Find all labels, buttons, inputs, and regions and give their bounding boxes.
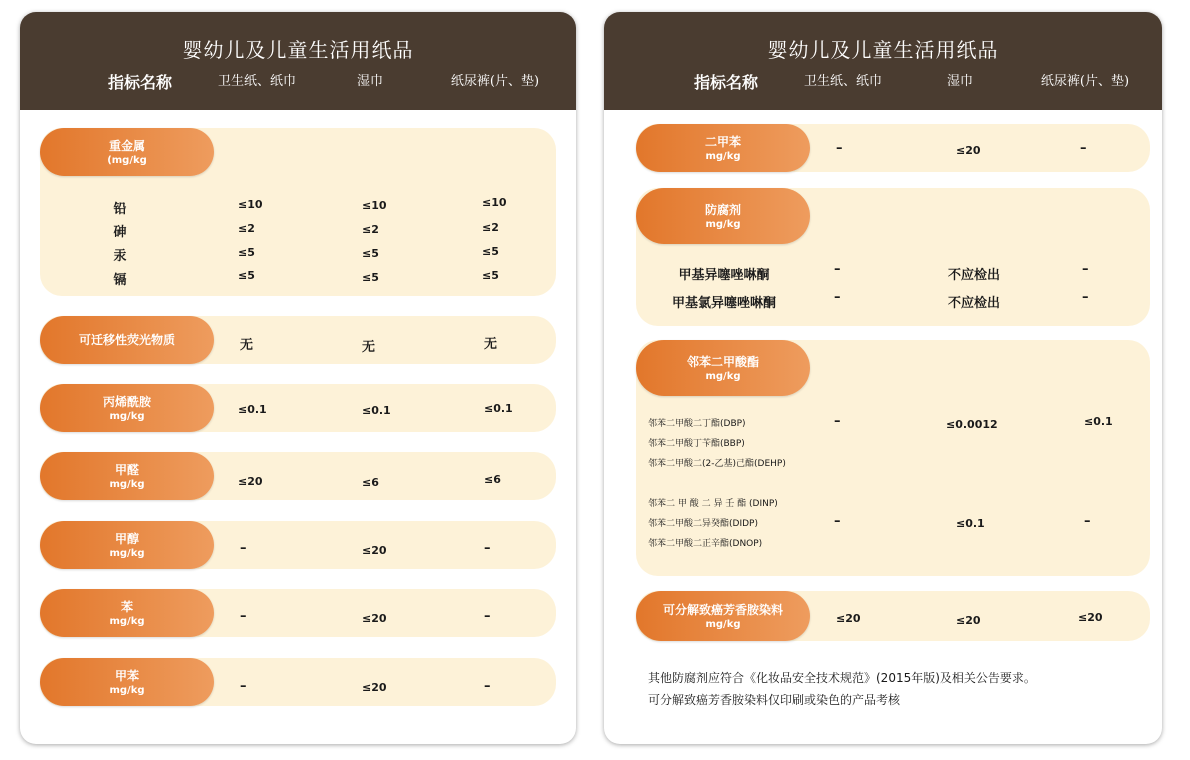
indicator-unit: mg/kg [109,684,145,696]
value-cell: – [240,609,247,624]
right-table-card [604,12,1162,744]
value-cell: ≤20 [956,614,981,627]
row-toluene [40,658,556,706]
value-cell: – [240,679,247,694]
indicator-unit: mg/kg [705,370,741,382]
value-cell: ≤5 [362,271,379,284]
row-fluorescent [40,316,556,364]
value-cell: ≤2 [482,221,499,234]
substance-name: 邻苯二甲酸二异癸酯(DIDP) [648,519,758,529]
value-cell: ≤20 [238,475,263,488]
indicator-name: 丙烯酰胺 [102,394,151,409]
label-pill-xylene [636,124,810,172]
value-cell: 无 [362,340,376,355]
value-cell: – [834,262,841,277]
substance-name: 邻苯二甲酸二正辛酯(DNOP) [648,539,763,549]
substance-name: 邻苯二 甲 酸 二 异 壬 酯 (DINP) [648,499,778,509]
value-cell: ≤10 [362,199,387,212]
value-cell: ≤20 [362,612,387,625]
substance-name: 邻苯二甲酸二丁酯(DBP) [648,419,746,429]
row-acrylamide [40,384,556,432]
table-header [20,12,576,110]
indicator-unit: mg/kg [109,547,145,559]
value-cell: 无 [240,338,254,353]
value-cell: ≤0.1 [238,403,267,416]
left-table-card [20,12,576,744]
value-cell: ≤10 [238,198,263,211]
value-cell: 不应检出 [948,268,1001,283]
substance-name: 邻苯二甲酸二(2-乙基)己酯(DEHP) [648,459,786,469]
label-pill-formaldehyde [40,452,214,500]
value-cell: ≤0.1 [362,404,391,417]
value-cell: – [1084,514,1091,529]
value-cell: ≤20 [362,681,387,694]
value-cell: – [834,290,841,305]
substance-name: 邻苯二甲酸丁苄酯(BBP) [648,439,745,449]
label-pill-preservative [636,188,810,244]
indicator-unit: mg/kg [109,615,145,627]
value-cell: ≤2 [238,222,255,235]
value-cell: ≤5 [482,269,499,282]
value-cell: ≤5 [238,246,255,259]
metal-name-lead: 铅 [113,202,127,217]
label-pill-acrylamide [40,384,214,432]
value-cell: – [240,541,247,556]
table-title: 婴幼儿及儿童生活用纸品 [767,38,999,62]
value-cell: 不应检出 [948,296,1001,311]
value-cell: 无 [484,337,498,352]
value-cell: – [484,679,491,694]
row-benzene [40,589,556,637]
value-cell: ≤5 [482,245,499,258]
header-wet-wipes: 湿巾 [356,74,383,89]
value-cell: – [836,141,843,156]
label-pill-heavy-metal [40,128,214,176]
row-heavy-metal [40,128,556,296]
header-wet-wipes: 湿巾 [946,74,973,89]
value-cell: ≤0.1 [956,517,985,530]
indicator-name: 邻苯二甲酸酯 [686,354,759,369]
header-indicator-name: 指标名称 [107,73,172,92]
row-preservative [636,188,1150,326]
indicator-unit: (mg/kg [107,154,147,166]
metal-name-mercury: 汞 [113,249,127,264]
value-cell: – [1082,290,1089,305]
indicator-name: 甲醇 [114,531,139,546]
metal-name-arsenic: 砷 [113,225,127,240]
label-pill-fluorescent [40,316,214,364]
table-title: 婴幼儿及儿童生活用纸品 [182,38,414,62]
row-phthalates [636,340,1150,576]
indicator-unit: mg/kg [109,478,145,490]
label-pill-toluene [40,658,214,706]
indicator-name: 甲苯 [114,668,139,683]
value-cell: ≤20 [1078,611,1103,624]
indicator-name: 甲醛 [114,462,139,477]
value-cell: ≤0.0012 [946,418,998,431]
label-pill-methanol [40,521,214,569]
value-cell: – [484,541,491,556]
value-cell: ≤20 [362,544,387,557]
footnote: 其他防腐剂应符合《化妆品安全技术规范》(2015年版)及相关公告要求。 [648,671,1036,685]
metal-name-cadmium: 镉 [113,273,127,288]
value-cell: ≤20 [836,612,861,625]
value-cell: – [484,609,491,624]
value-cell: ≤2 [362,223,379,236]
value-cell: – [1080,141,1087,156]
header-toilet-paper: 卫生纸、纸巾 [803,74,882,89]
label-pill-azo-dyes [636,591,810,641]
header-toilet-paper: 卫生纸、纸巾 [217,74,296,89]
indicator-unit: mg/kg [705,218,741,230]
header-indicator-name: 指标名称 [693,73,758,92]
indicator-name: 防腐剂 [704,202,741,217]
indicator-name: 苯 [120,599,133,614]
value-cell: ≤10 [482,196,507,209]
header-diapers: 纸尿裤(片、垫) [1040,74,1130,89]
value-cell: – [834,414,841,429]
value-cell: ≤20 [956,144,981,157]
indicator-name: 可迁移性荧光物质 [78,333,175,347]
value-cell: ≤6 [484,473,501,486]
label-pill-benzene [40,589,214,637]
value-cell: ≤5 [362,247,379,260]
row-formaldehyde [40,452,556,500]
indicator-name: 可分解致癌芳香胺染料 [662,602,783,617]
footnotes [648,667,1036,711]
substance-name: 甲基氯异噻唑啉酮 [671,296,776,311]
label-pill-phthalates [636,340,810,396]
row-xylene [636,124,1150,172]
indicator-unit: mg/kg [109,410,145,422]
value-cell: ≤0.1 [484,402,513,415]
header-diapers: 纸尿裤(片、垫) [450,74,540,89]
value-cell: ≤0.1 [1084,415,1113,428]
row-methanol [40,521,556,569]
footnote: 可分解致癌芳香胺染料仅印刷或染色的产品考核 [648,693,901,707]
value-cell: – [834,514,841,529]
indicator-unit: mg/kg [705,618,741,630]
indicator-unit: mg/kg [705,150,741,162]
value-cell: – [1082,262,1089,277]
value-cell: ≤6 [362,476,379,489]
indicator-name: 重金属 [108,138,145,153]
substance-name: 甲基异噻唑啉酮 [678,268,770,283]
table-header [604,12,1162,110]
value-cell: ≤5 [238,269,255,282]
indicator-name: 二甲苯 [704,134,741,149]
row-azo-dyes [636,591,1150,641]
